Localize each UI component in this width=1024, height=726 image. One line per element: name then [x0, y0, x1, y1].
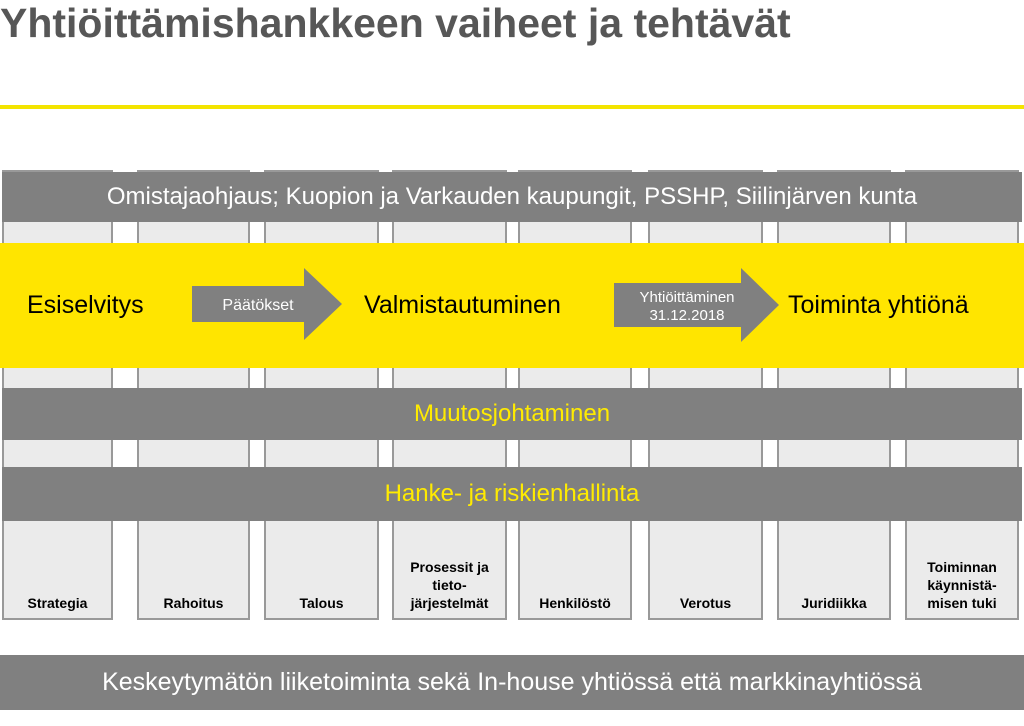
column-label-line: Juridiikka	[801, 595, 867, 611]
ownership-band: Omistajaohjaus; Kuopion ja Varkauden kaupungit, PSSHP, Siilinjärven kunta	[2, 172, 1022, 222]
column-label	[779, 594, 889, 612]
arrow-yhtioittaminen-label	[614, 289, 760, 325]
page-title: Yhtiöittämishankkeen vaiheet ja tehtävät	[0, 0, 791, 46]
column-label-line: Talous	[299, 595, 344, 611]
column-label	[394, 558, 505, 612]
column-label-line: Prosessit ja	[410, 559, 489, 575]
column-label-line: Verotus	[679, 595, 732, 611]
change-management-band: Muutosjohtaminen	[2, 388, 1022, 440]
arrow-paatokset-label: Päätökset	[222, 297, 294, 314]
arrow-label-date: 31.12.2018	[649, 307, 725, 324]
column-label-line: Henkilöstö	[539, 595, 611, 611]
column-label	[907, 558, 1017, 612]
column-label-line: tieto-	[432, 577, 467, 593]
column-label-line: misen tuki	[927, 595, 997, 611]
arrow-label-line: Yhtiöittäminen	[639, 289, 735, 306]
phase-toiminta-yhtiona: Toiminta yhtiönä	[788, 291, 969, 319]
risk-management-band: Hanke- ja riskienhallinta	[2, 467, 1022, 521]
column-label	[650, 594, 761, 612]
column-label-line: järjestelmät	[410, 595, 489, 611]
column-label	[4, 594, 111, 612]
column-label	[266, 594, 377, 612]
title-divider	[0, 105, 1024, 109]
column-label-line: Strategia	[27, 595, 88, 611]
column-label-line: Rahoitus	[163, 595, 224, 611]
phase-esiselvitys: Esiselvitys	[27, 291, 144, 319]
phase-valmistautuminen: Valmistautuminen	[364, 291, 561, 319]
column-label-line: käynnistä-	[927, 577, 997, 593]
column-label-line: Toiminnan	[927, 559, 997, 575]
continuity-band: Keskeytymätön liiketoiminta sekä In-house yhtiössä että markkinayhtiössä	[0, 655, 1024, 710]
column-label	[139, 594, 248, 612]
column-label	[520, 594, 630, 612]
phase-band	[0, 243, 1024, 368]
